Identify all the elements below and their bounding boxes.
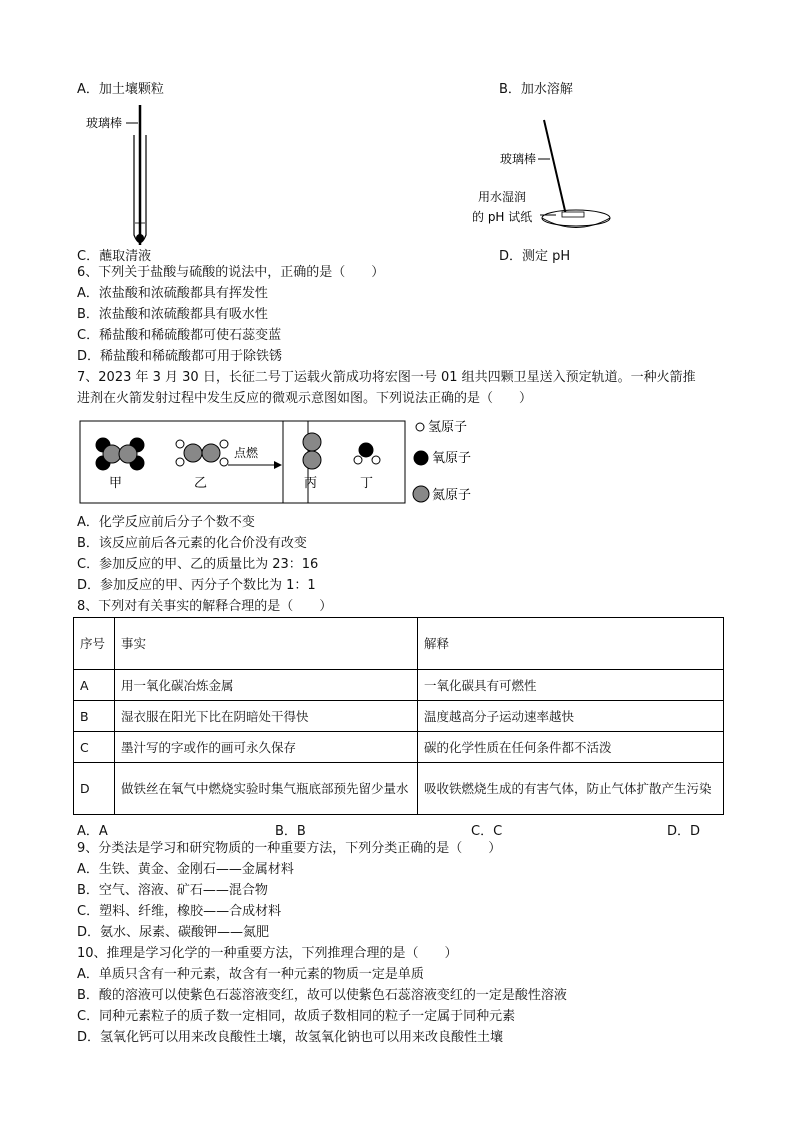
molecule-yi bbox=[176, 440, 228, 466]
label-jia: 甲 bbox=[109, 476, 123, 491]
legend-n: 氮原子 bbox=[432, 488, 472, 503]
reaction-diagram bbox=[78, 415, 498, 510]
q9-option-a: A．生铁、黄金、金刚石——金属材料 bbox=[77, 862, 294, 877]
q5-option-d: D．测定 pH bbox=[499, 249, 571, 264]
facts-table bbox=[73, 617, 724, 815]
q8-answer-d: D．D bbox=[667, 824, 701, 839]
header-index: 序号 bbox=[74, 618, 115, 670]
q9-option-c: C．塑料、纤维，橡胶——合成材料 bbox=[77, 904, 282, 919]
q8-answer-b: B．B bbox=[275, 824, 306, 839]
row-index: A bbox=[74, 670, 115, 701]
row-index: D bbox=[74, 763, 115, 815]
legend-h: 氢原子 bbox=[428, 420, 468, 435]
row-fact: 做铁丝在氧气中燃烧实验时集气瓶底部预先留少量水 bbox=[115, 763, 418, 815]
molecule-bing bbox=[303, 433, 321, 469]
glass-rod-label-b: 玻璃棒 bbox=[500, 152, 537, 166]
q5-option-b: B．加水溶解 bbox=[499, 82, 573, 97]
q10-option-c: C．同种元素粒子的质子数一定相同，故质子数相同的粒子一定属于同种元素 bbox=[77, 1009, 516, 1024]
molecule-jia bbox=[96, 438, 144, 470]
row-fact: 湿衣服在阳光下比在阴暗处干得快 bbox=[115, 701, 418, 732]
legend-n-icon bbox=[413, 486, 429, 502]
q6-option-c: C．稀盐酸和稀硫酸都可使石蕊变蓝 bbox=[77, 328, 282, 343]
q9-option-b: B．空气、溶液、矿石——混合物 bbox=[77, 883, 268, 898]
q7-stem-line-1: 7、2023 年 3 月 30 日，长征二号丁运载火箭成功将宏图一号 01 组共四颗卫星送入预定轨道。一种火箭推 bbox=[77, 370, 696, 385]
q6-option-a: A．浓盐酸和浓硫酸都具有挥发性 bbox=[77, 286, 268, 301]
label-bing: 丙 bbox=[304, 476, 318, 491]
label-yi: 乙 bbox=[194, 476, 208, 491]
q8-answer-a: A．A bbox=[77, 824, 108, 839]
product-box bbox=[283, 421, 405, 503]
q7-option-a: A．化学反应前后分子个数不变 bbox=[77, 515, 255, 530]
q5-option-a: A．加土壤颗粒 bbox=[77, 82, 164, 97]
row-index: C bbox=[74, 732, 115, 763]
row-explanation: 一氧化碳具有可燃性 bbox=[418, 670, 724, 701]
q9-stem: 9、分类法是学习和研究物质的一种重要方法，下列分类正确的是（ ） bbox=[77, 841, 502, 856]
glass-rod-label: 玻璃棒 bbox=[86, 116, 123, 130]
q10-option-b: B．酸的溶液可以使紫色石蕊溶液变红，故可以使紫色石蕊溶液变红的一定是酸性溶液 bbox=[77, 988, 567, 1003]
ph-paper bbox=[562, 212, 584, 217]
row-fact: 用一氧化碳冶炼金属 bbox=[115, 670, 418, 701]
table-header-row bbox=[74, 618, 724, 670]
q8-answer-c: C．C bbox=[471, 824, 503, 839]
q6-stem: 6、下列关于盐酸与硫酸的说法中，正确的是（ ） bbox=[77, 265, 385, 280]
row-explanation: 碳的化学性质在任何条件都不活泼 bbox=[418, 732, 724, 763]
wet-label-1: 用水湿润 bbox=[478, 190, 527, 204]
legend-o: 氧原子 bbox=[432, 451, 472, 466]
soil-particles bbox=[136, 234, 144, 242]
row-fact: 墨汁写的字或作的画可永久保存 bbox=[115, 732, 418, 763]
q7-option-d: D．参加反应的甲、丙分子个数比为 1：1 bbox=[77, 578, 316, 593]
q7-option-c: C．参加反应的甲、乙的质量比为 23：16 bbox=[77, 557, 319, 572]
q10-option-d: D．氢氧化钙可以用来改良酸性土壤，故氢氧化钠也可以用来改良酸性土壤 bbox=[77, 1030, 504, 1045]
q5-option-c: C．蘸取清液 bbox=[77, 249, 152, 264]
row-explanation: 吸收铁燃烧生成的有害气体，防止气体扩散产生污染 bbox=[418, 763, 724, 815]
q10-stem: 10、推理是学习化学的一种重要方法，下列推理合理的是（ ） bbox=[77, 946, 458, 961]
q6-option-d: D．稀盐酸和稀硫酸都可用于除铁锈 bbox=[77, 349, 283, 364]
q6-option-b: B．浓盐酸和浓硫酸都具有吸水性 bbox=[77, 307, 268, 322]
q8-stem: 8、下列对有关事实的解释合理的是（ ） bbox=[77, 599, 333, 614]
q9-option-d: D．氨水、尿素、碳酸钾——氮肥 bbox=[77, 925, 270, 940]
ph-test-figure bbox=[470, 115, 620, 235]
wet-label-2: 的 pH 试纸 bbox=[472, 210, 533, 224]
table-row bbox=[74, 763, 724, 815]
label-ding: 丁 bbox=[360, 476, 374, 491]
q10-option-a: A．单质只含有一种元素，故含有一种元素的物质一定是单质 bbox=[77, 967, 424, 982]
header-fact: 事实 bbox=[115, 618, 418, 670]
table-row bbox=[74, 670, 724, 701]
q7-stem-line-2: 进剂在火箭发射过程中发生反应的微观示意图如图。下列说法正确的是（ ） bbox=[77, 391, 533, 406]
table-row bbox=[74, 732, 724, 763]
row-index: B bbox=[74, 701, 115, 732]
table-row bbox=[74, 701, 724, 732]
test-tube-figure bbox=[80, 105, 180, 255]
header-explanation: 解释 bbox=[418, 618, 724, 670]
legend-o-icon bbox=[414, 451, 428, 465]
condition-label: 点燃 bbox=[234, 446, 259, 460]
glass-rod-b bbox=[544, 120, 566, 215]
legend-h-icon bbox=[416, 423, 424, 431]
q7-option-b: B．该反应前后各元素的化合价没有改变 bbox=[77, 536, 307, 551]
row-explanation: 温度越高分子运动速率越快 bbox=[418, 701, 724, 732]
molecule-ding bbox=[354, 443, 380, 464]
